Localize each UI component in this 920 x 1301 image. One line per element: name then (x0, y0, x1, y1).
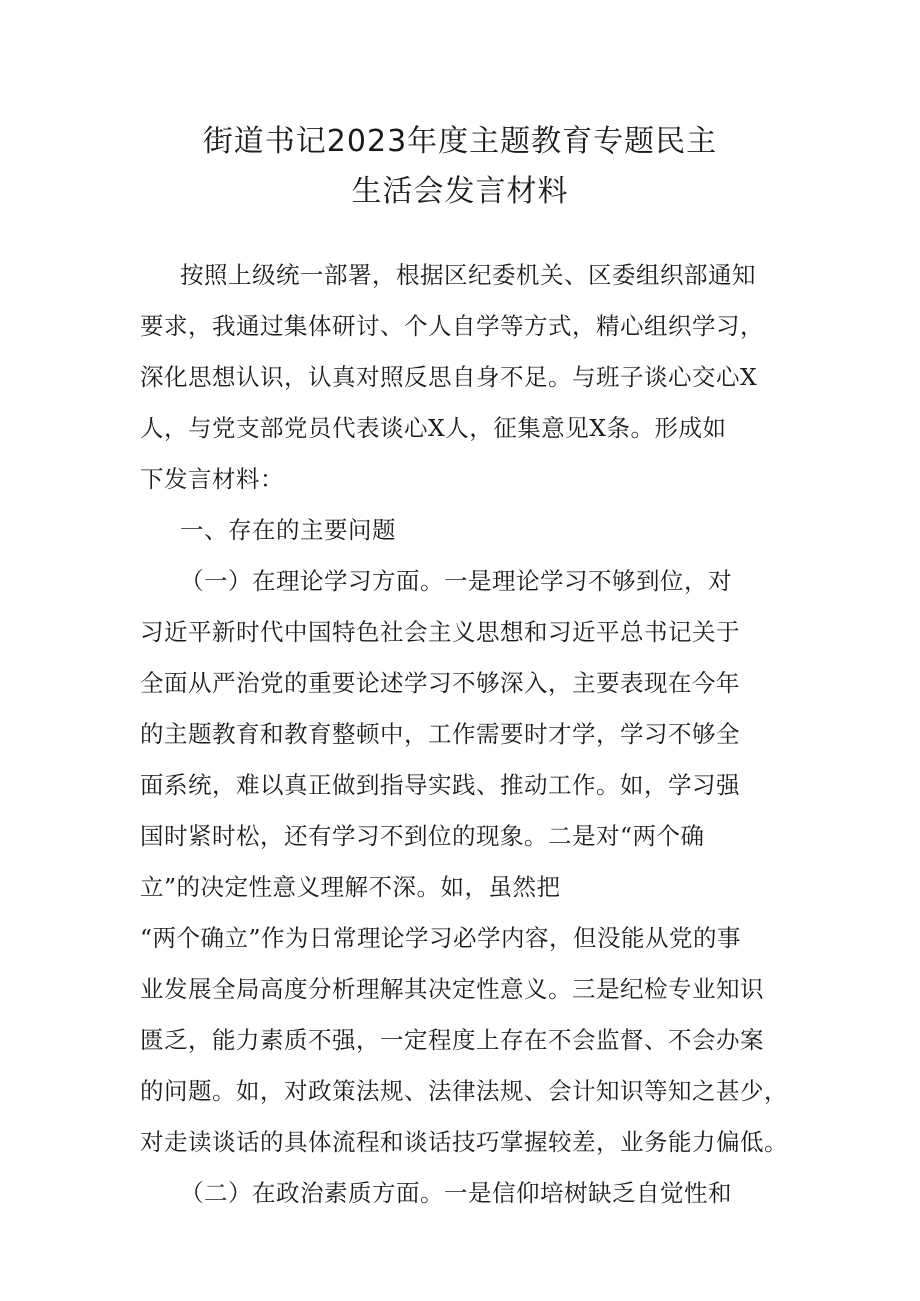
document-title-line-1: 街道书记2023年度主题教育专题民主 (202, 124, 718, 159)
body-line: “两个确立”作为日常理论学习必学内容，但没能从党的事 (140, 924, 742, 952)
section-heading: 一、存在的主要问题 (180, 516, 396, 544)
body-line: 全面从严治党的重要论述学习不够深入，主要表现在今年 (140, 669, 740, 697)
document-title-line-2: 生活会发言材料 (351, 174, 569, 209)
body-line: 按照上级统一部署，根据区纪委机关、区委组织部通知 (180, 261, 756, 289)
body-line: 对走读谈话的具体流程和谈话技巧掌握较差，业务能力偏低。 (140, 1128, 788, 1156)
body-line: 面系统，难以真正做到指导实践、推动工作。如，学习强 (140, 771, 740, 799)
body-line: 的问题。如，对政策法规、法律法规、会计知识等知之甚少， (140, 1077, 788, 1105)
body-line: 国时紧时松，还有学习不到位的现象。二是对“两个确 (140, 822, 705, 850)
body-line: 立”的决定性意义理解不深。如，虽然把 (140, 873, 561, 901)
body-line: 要求，我通过集体研讨、个人自学等方式，精心组织学习， (140, 312, 764, 340)
body-line: 深化思想认识，认真对照反思自身不足。与班子谈心交心X (140, 363, 758, 391)
body-line: 业发展全局高度分析理解其决定性意义。三是纪检专业知识 (140, 975, 764, 1003)
body-line: 人，与党支部党员代表谈心X人，征集意见X条。形成如 (140, 414, 727, 442)
body-line: 下发言材料： (140, 465, 284, 493)
body-line: 的主题教育和教育整顿中，工作需要时才学，学习不够全 (140, 720, 740, 748)
body-line: 匮乏，能力素质不强，一定程度上存在不会监督、不会办案 (140, 1026, 764, 1054)
body-line: 习近平新时代中国特色社会主义思想和习近平总书记关于 (140, 618, 740, 646)
body-line: （二）在政治素质方面。一是信仰培树缺乏自觉性和 (180, 1179, 732, 1207)
body-line: （一）在理论学习方面。一是理论学习不够到位，对 (180, 567, 732, 595)
